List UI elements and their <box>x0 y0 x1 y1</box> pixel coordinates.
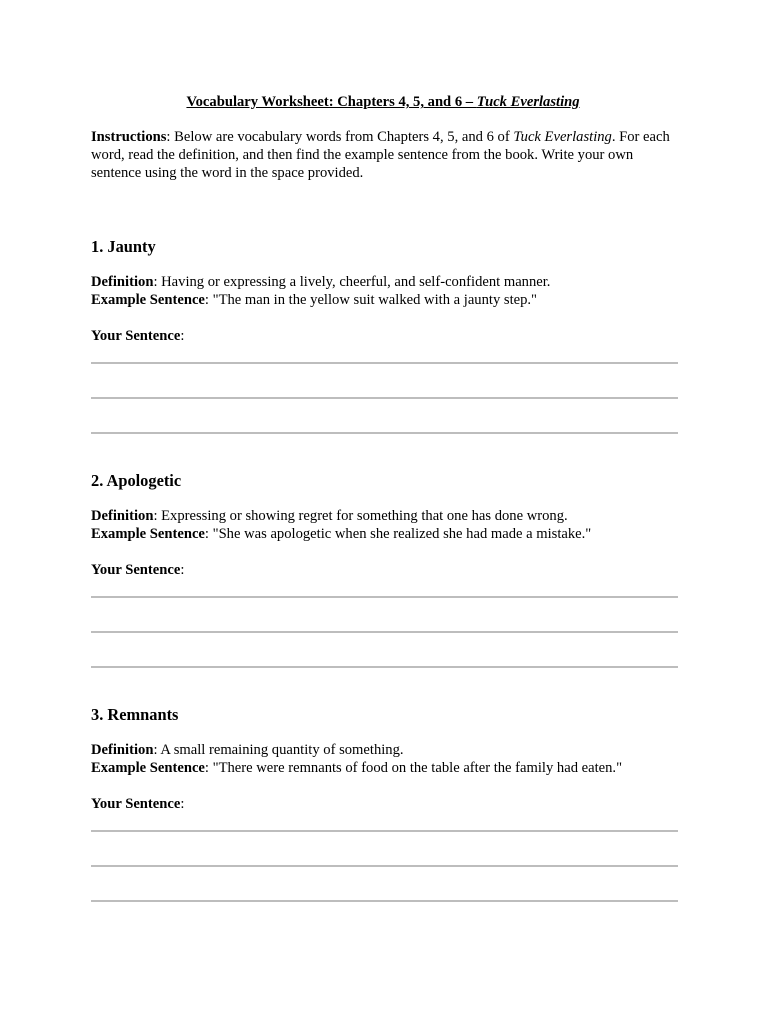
example-line <box>91 525 591 543</box>
writing-line[interactable] <box>91 432 678 434</box>
example-label: Example Sentence <box>91 292 205 308</box>
definition-text: : Having or expressing a lively, cheerful, and self-confident manner. <box>153 274 551 290</box>
example-line <box>91 291 537 309</box>
instructions-text-before: : Below are vocabulary words from Chapters 4, 5, and 6 of <box>166 129 514 145</box>
your-sentence-line <box>91 327 184 345</box>
definition-line <box>91 273 550 291</box>
example-text: : "The man in the yellow suit walked with a jaunty step." <box>204 292 538 308</box>
definition-label: Definition <box>91 508 154 524</box>
word-heading: 3. Remnants <box>91 705 179 724</box>
word-heading: 1. Jaunty <box>91 237 156 256</box>
instructions-book: Tuck Everlasting <box>513 129 612 145</box>
example-text: : "There were remnants of food on the table after the family had eaten." <box>204 760 623 776</box>
definition-text: : Expressing or showing regret for something that one has done wrong. <box>153 508 568 524</box>
your-sentence-line <box>91 795 184 813</box>
writing-line[interactable] <box>91 865 678 867</box>
definition-text: : A small remaining quantity of something. <box>153 742 404 758</box>
definition-line <box>91 507 568 525</box>
example-label: Example Sentence <box>91 760 205 776</box>
instructions-label: Instructions <box>91 129 167 145</box>
example-text: : "She was apologetic when she realized she had made a mistake." <box>204 526 592 542</box>
writing-line[interactable] <box>91 362 678 364</box>
definition-label: Definition <box>91 742 154 758</box>
word-heading: 2. Apologetic <box>91 471 182 490</box>
writing-line[interactable] <box>91 596 678 598</box>
title-main: Vocabulary Worksheet: Chapters 4, 5, and 6 – <box>186 94 477 110</box>
writing-line[interactable] <box>91 900 678 902</box>
example-line <box>91 759 622 777</box>
title-book: Tuck Everlasting <box>476 94 580 110</box>
definition-label: Definition <box>91 274 154 290</box>
writing-line[interactable] <box>91 631 678 633</box>
writing-line[interactable] <box>91 666 678 668</box>
writing-line[interactable] <box>91 830 678 832</box>
worksheet-title <box>0 93 766 112</box>
your-sentence-colon: : <box>180 796 185 812</box>
your-sentence-label: Your Sentence <box>91 328 181 344</box>
your-sentence-label: Your Sentence <box>91 796 181 812</box>
instructions-text-after: . For each word, read the definition, and then find the example sentence from the book. Write your own sentence using the word in the space provided. <box>91 129 670 182</box>
your-sentence-line <box>91 561 184 579</box>
your-sentence-label: Your Sentence <box>91 562 181 578</box>
instructions-paragraph <box>91 128 679 183</box>
example-label: Example Sentence <box>91 526 205 542</box>
your-sentence-colon: : <box>180 328 185 344</box>
definition-line <box>91 741 404 759</box>
writing-line[interactable] <box>91 397 678 399</box>
your-sentence-colon: : <box>180 562 185 578</box>
